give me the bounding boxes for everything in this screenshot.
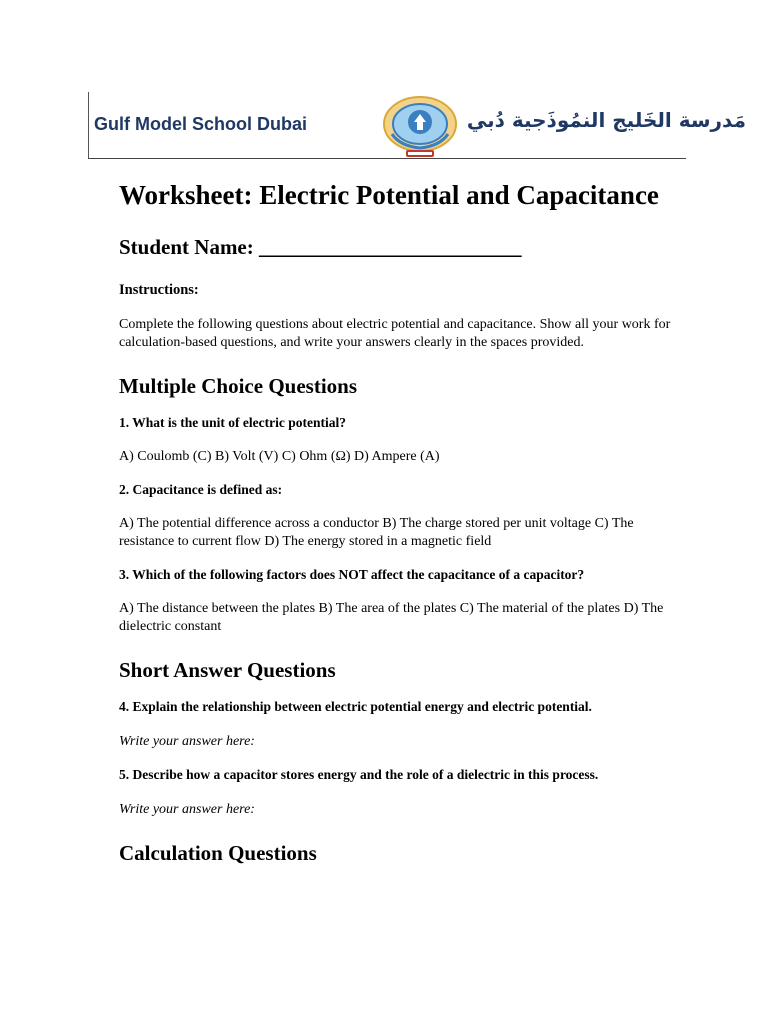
section-heading-short-answer: Short Answer Questions — [119, 658, 336, 682]
header-left-rule — [88, 92, 89, 158]
question-4: 4. Explain the relationship between electric potential energy and electric potential. — [119, 699, 592, 714]
school-name-english: Gulf Model School Dubai — [94, 114, 307, 134]
school-crest-logo — [378, 94, 462, 160]
worksheet-body — [119, 178, 679, 866]
question-2-options: A) The potential difference across a conductor B) The charge stored per unit voltage C) The resistance to current flow D) The energy stored in a magnetic field — [119, 516, 634, 549]
instructions-label: Instructions: — [119, 282, 199, 298]
question-2: 2. Capacitance is defined as: — [119, 482, 283, 497]
question-1-options: A) Coulomb (C) B) Volt (V) C) Ohm (Ω) D) Ampere (A) — [119, 449, 440, 464]
student-name-field: Student Name: _________________________ — [119, 235, 522, 259]
section-heading-mcq: Multiple Choice Questions — [119, 374, 358, 398]
worksheet-title: Worksheet: Electric Potential and Capacitance — [119, 180, 659, 210]
school-header — [88, 92, 746, 160]
header-bottom-rule — [88, 158, 686, 159]
question-1: 1. What is the unit of electric potential? — [119, 415, 346, 430]
question-3-options: A) The distance between the plates B) The area of the plates C) The material of the plates D) The dielectric constant — [119, 601, 664, 634]
question-3: 3. Which of the following factors does NOT affect the capacitance of a capacitor? — [119, 567, 585, 582]
question-5-answer-prompt: Write your answer here: — [119, 802, 255, 817]
instructions-text: Complete the following questions about electric potential and capacitance. Show all your work for calculation-based questions, and write your answers clearly in the spaces provided. — [119, 317, 671, 350]
school-name-arabic: مَدرسة الخَليج النمُوذَجية دُبي — [466, 108, 746, 132]
section-heading-calculation: Calculation Questions — [119, 841, 317, 865]
question-5: 5. Describe how a capacitor stores energy and the role of a dielectric in this process. — [119, 767, 599, 782]
question-4-answer-prompt: Write your answer here: — [119, 734, 255, 749]
